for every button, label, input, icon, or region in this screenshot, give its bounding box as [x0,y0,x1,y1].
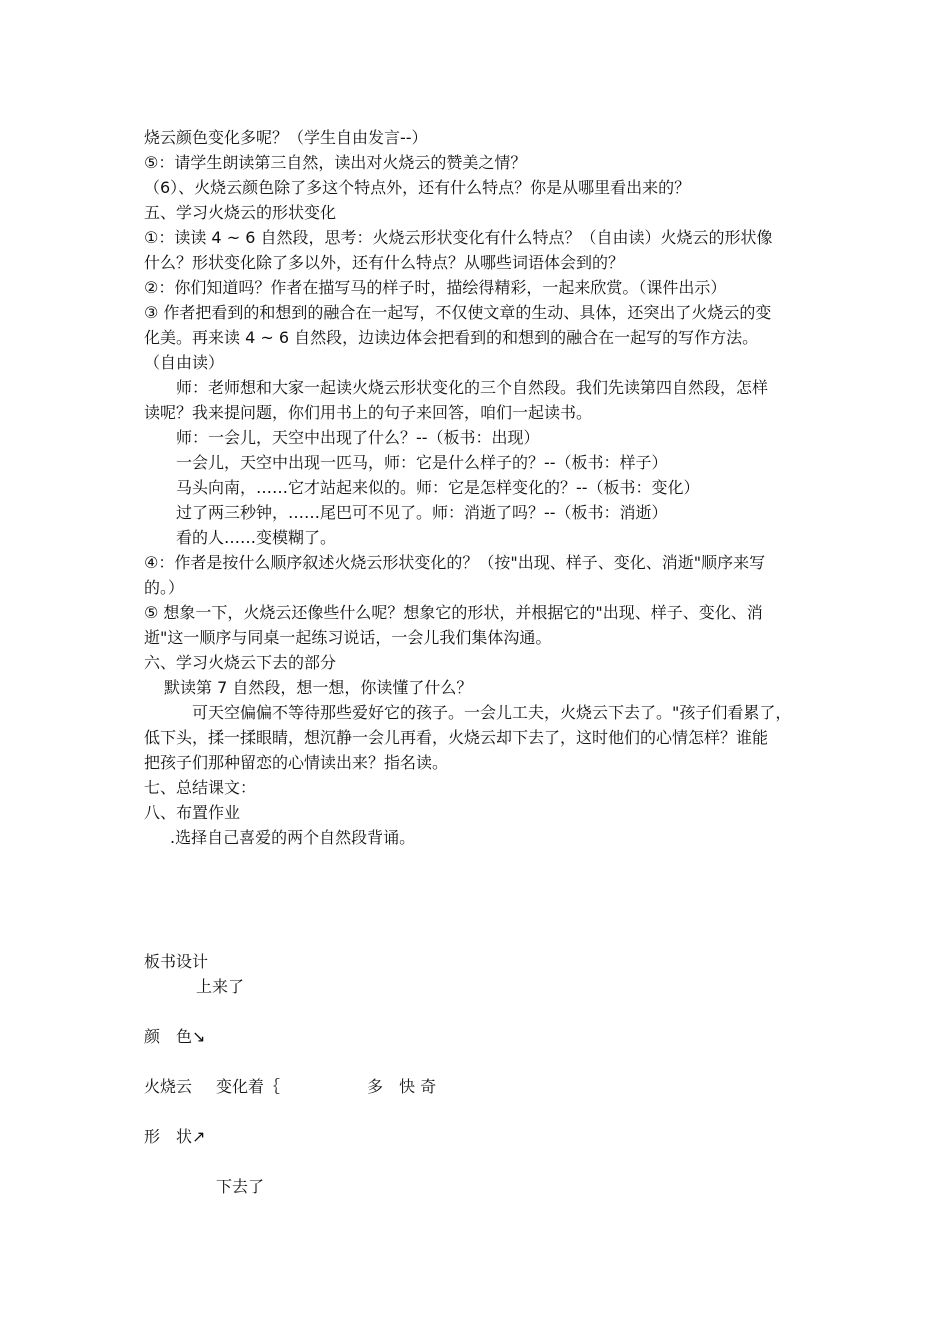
text-line: 低下头，揉一揉眼睛，想沉静一会儿再看，火烧云却下去了，这时他们的心情怎样？谁能 [144,728,769,747]
section-heading: 六、学习火烧云下去的部分 [144,653,337,672]
board-down-label: 下去了 [216,1177,265,1196]
text-line: 读呢？我来提问题，你们用书上的句子来回答，咱们一起读书。 [144,403,593,422]
text-line: 一会儿，天空中出现一匹马，师：它是什么样子的？--（板书：样子） [176,453,668,472]
text-line: 逝"这一顺序与同桌一起练习说话，一会儿我们集体沟通。 [144,628,552,647]
text-line: 师：一会儿，天空中出现了什么？--（板书：出现） [176,428,540,447]
text-line: 可天空偏偏不等待那些爱好它的孩子。一会儿工夫，火烧云下去了。"孩子们看累了， [192,703,792,722]
text-line: 什么？形状变化除了多以外，还有什么特点？从哪些词语体会到的？ [144,253,625,272]
text-line: 看的人……变模糊了。 [176,528,337,547]
text-line: （自由读） [144,353,225,372]
text-line: ④：作者是按什么顺序叙述火烧云形状变化的？（按"出现、样子、变化、消逝"顺序来写 [144,553,766,572]
board-cloud-label: 火烧云 [144,1077,193,1096]
text-line: ⑤ 想象一下，火烧云还像些什么呢？想象它的形状，并根据它的"出现、样子、变化、消 [144,603,763,622]
board-design-title: 板书设计 [144,952,209,971]
text-line: 烧云颜色变化多呢？（学生自由发言--） [144,128,428,147]
section-heading: 五、学习火烧云的形状变化 [144,203,337,222]
section-heading: 八、布置作业 [144,803,241,822]
text-line: 把孩子们那种留恋的心情读出来？指名读。 [144,753,449,772]
text-line: （6）、火烧云颜色除了多这个特点外，还有什么特点？你是从哪里看出来的？ [144,178,691,197]
section-heading: 七、总结课文： [144,778,257,797]
text-line: 师：老师想和大家一起读火烧云形状变化的三个自然段。我们先读第四自然段，怎样 [176,378,769,397]
text-line: ⑤：请学生朗读第三自然，读出对火烧云的赞美之情？ [144,153,527,172]
text-line: ①：读读 4 ~ 6 自然段，思考：火烧云形状变化有什么特点？（自由读）火烧云的形状像 [144,228,773,247]
board-traits-label: 多 快 奇 [367,1077,437,1096]
board-color-label: 颜 色↘ [144,1027,206,1046]
text-line: ②：你们知道吗？作者在描写马的样子时，描绘得精彩，一起来欣赏。（课件出示） [144,278,727,297]
text-line: 过了两三秒钟，……尾巴可不见了。师：消逝了吗？--（板书：消逝） [176,503,668,522]
text-line: 马头向南，……它才站起来似的。师：它是怎样变化的？--（板书：变化） [176,478,700,497]
text-line: 化美。再来读 4 ~ 6 自然段，边读边体会把看到的和想到的融合在一起写的写作方法。 [144,328,759,347]
text-line: 的。） [144,578,185,597]
text-line: ③ 作者把看到的和想到的融合在一起写，不仅使文章的生动、具体，还突出了火烧云的变 [144,303,772,322]
board-up-label: 上来了 [196,977,245,996]
text-line: 默读第 7 自然段，想一想，你读懂了什么？ [164,678,473,697]
board-shape-label: 形 状↗ [144,1127,206,1146]
board-changing-label: 变化着｛ [216,1077,281,1096]
text-line: .选择自己喜爱的两个自然段背诵。 [170,828,416,847]
